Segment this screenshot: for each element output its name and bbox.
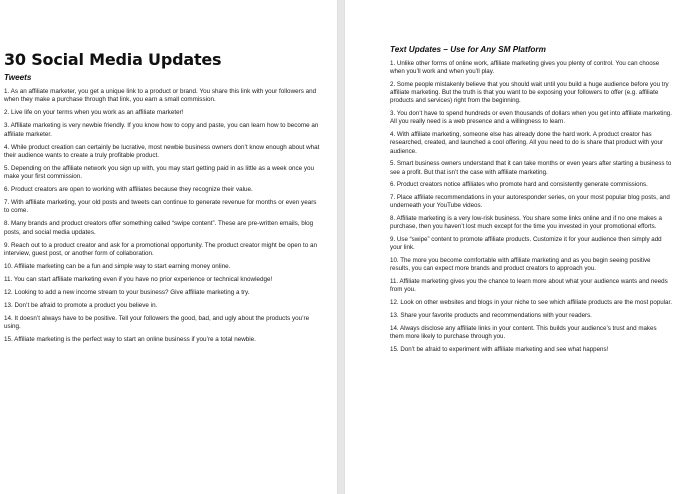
list-item: 7. Place affiliate recommendations in your autoresponder series, on your most popular blog posts, and underneath your YouTube videos. (390, 194, 670, 210)
list-item: 2. Some people mistakenly believe that you should wait until you build a huge audience before you try affiliate marketing. But the truth is that you want to be exposing your followers to offer (e.g. affiliate products and services) right from the beginning. (390, 81, 669, 105)
list-item: 4. With affiliate marketing, someone else has already done the hard work. A product creator has researched, created, and launched a cool offering. All you need to do is share that product with your audience. (390, 131, 663, 155)
list-item: 4. While product creation can certainly be lucrative, most newbie business owners don’t know enough about what their audience wants to create a truly profitable product. (4, 143, 320, 159)
page-1-content (0, 50, 337, 349)
list-item: 3. You don’t have to spend hundreds or even thousands of dollars when you get into affiliate marketing. All you really need is a web presence and a willingness to learn. (390, 110, 672, 126)
list-item: 1. Unlike other forms of online work, affiliate marketing gives you plenty of control. You can choose when you’ll work and when you’ll play. (390, 60, 660, 76)
list-item: 12. Look on other websites and blogs in your niche to see which affiliate products are the most popular. (390, 299, 672, 307)
list-item: 13. Share your favorite products and recommendations with your readers. (390, 312, 592, 319)
list-item: 8. Many brands and product creators offer something called “swipe content”. These are pre-written emails, blog posts, and social media updates. (4, 220, 314, 236)
list-item: 9. Reach out to a product creator and ask for a promotional opportunity. The product creator might be open to an interview, guest post, or another form of collaboration. (4, 241, 318, 257)
list-item: 11. You can start affiliate marketing even if you have no prior experience or technical knowledge! (4, 275, 273, 283)
section-heading-text-updates: Text Updates – Use for Any SM Platform (390, 45, 546, 54)
list-item: 3. Affiliate marketing is very newbie friendly. If you know how to copy and paste, you can learn how to become an affiliate marketer. (4, 122, 319, 138)
list-item: 14. It doesn’t always have to be positive. Tell your followers the good, bad, and ugly about the products you’re using. (4, 314, 310, 331)
list-item: 7. With affiliate marketing, your old posts and tweets can continue to generate revenue for months or even years to come. (4, 199, 317, 215)
list-item: 13. Don’t be afraid to promote a product you believe in. (4, 301, 158, 309)
tweets-list (4, 88, 323, 344)
list-item: 11. Affiliate marketing gives you the chance to learn more about what your audience wants and needs from you. (390, 278, 668, 294)
list-item: 14. Always disclose any affiliate links in your content. This builds your audience’s trust and makes them more likely to purchase through you. (390, 324, 657, 340)
list-item: 12. Looking to add a new income stream to your business? Give affiliate marketing a try. (4, 288, 250, 296)
document-page-2 (345, 0, 684, 494)
list-item: 9. Use “swipe” content to promote affiliate products. Customize it for your audience then simply add your link. (390, 236, 662, 252)
list-item: 15. Don’t be afraid to experiment with affiliate marketing and see what happens! (390, 345, 609, 353)
list-item: 15. Affiliate marketing is the perfect way to start an online business if you’re a total newbie. (4, 336, 256, 344)
page-2-content (345, 45, 684, 359)
list-item: 1. As an affiliate marketer, you get a unique link to a product or brand. You share this link with your followers and when they make a purchase through that link, you earn a small commission. (4, 88, 317, 104)
list-item: 6. Product creators are open to working with affiliates because they recognize their value. (4, 186, 253, 194)
list-item: 5. Smart business owners understand that it can take months or even years after starting a business to see a profit. But that isn’t the case with affiliate marketing. (390, 160, 672, 176)
section-heading-tweets: Tweets (4, 73, 32, 82)
list-item: 2. Live life on your terms when you work as an affiliate marketer! (4, 109, 184, 117)
list-item: 5. Depending on the affiliate network you sign up with, you may start getting paid in as little as a week once you make your first commission. (4, 164, 315, 181)
list-item: 10. Affiliate marketing can be a fun and simple way to start earning money online. (4, 262, 231, 270)
list-item: 8. Affiliate marketing is a very low-risk business. You share some links online and if no one makes a purchase, then you haven’t lost much except for the time you invested in your promotional efforts. (390, 215, 662, 231)
document-page-1 (0, 0, 337, 494)
list-item: 10. The more you become comfortable with affiliate marketing and as you begin seeing positive results, you can expect more brands and product creators to approach you. (390, 257, 651, 273)
document-title: 30 Social Media Updates (4, 50, 222, 69)
list-item: 6. Product creators notice affiliates who promote hard and consistently generate commissions. (390, 181, 648, 189)
text-updates-list (390, 60, 672, 354)
